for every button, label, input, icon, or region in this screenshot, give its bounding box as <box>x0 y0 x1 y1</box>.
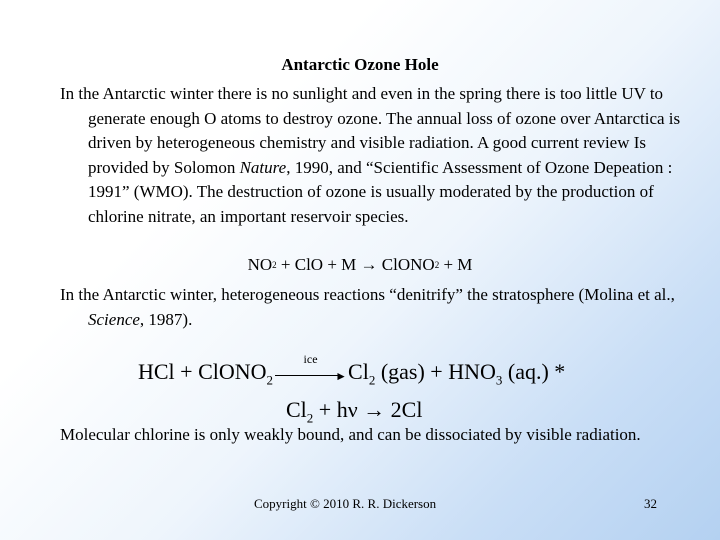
paragraph-ozone-loss <box>60 82 700 229</box>
journal-name: Nature <box>239 157 287 177</box>
equation-heterogeneous <box>138 351 566 388</box>
paragraph-denitrify <box>60 283 700 332</box>
eq-rhs: (gas) + HNO <box>375 359 496 384</box>
subscript: 2 <box>266 372 274 388</box>
subscript: 3 <box>495 372 503 388</box>
eq-rhs: Cl <box>348 359 369 384</box>
subscript: 2 <box>434 260 440 270</box>
paragraph-text: In the Antarctic winter, heterogeneous reactions “denitrify” the stratosphere (Molina et al., <box>60 285 675 304</box>
slide-title: Antarctic Ozone Hole <box>281 55 439 74</box>
subscript: 2 <box>272 260 277 270</box>
page-number: 32 <box>644 496 657 511</box>
reaction-chlorine-nitrate <box>0 255 720 275</box>
reactant: NO <box>247 255 273 274</box>
eq-lhs: HCl + ClONO <box>138 359 267 384</box>
reaction-end: + M <box>439 255 473 274</box>
reaction-arrow <box>273 351 348 385</box>
subscript: 2 <box>368 372 376 388</box>
eq-rest: + hν → 2Cl <box>313 397 423 422</box>
subscript: 2 <box>306 410 314 426</box>
eq-lhs: Cl <box>286 397 307 422</box>
arrow-label: ice <box>303 351 318 366</box>
paragraph-text: , 1990, and “Scientific Assessment of Ozone Depeation : 1991” (WMO). The destruction of ozone is usually moderated by the production of chlorine nitrate, an important reservoir species. <box>88 157 673 226</box>
journal-name: Science <box>88 309 140 329</box>
copyright-footer: Copyright © 2010 R. R. Dickerson <box>254 496 437 511</box>
paragraph-molecular-chlorine: Molecular chlorine is only weakly bound, and can be dissociated by visible radiation. <box>60 425 641 444</box>
paragraph-text: , 1987). <box>139 309 193 329</box>
arrow-head-icon: ► <box>335 368 348 383</box>
paragraph-text: In the Antarctic winter there is no sunlight and even in the spring there is too little UV to generate enough O atoms to destroy ozone. The annual loss of ozone over Antarctica is driven by heterogeneous chemistry and visible radiation. A good current review Is provided by Solomon <box>60 84 681 177</box>
equation-photolysis <box>286 397 422 426</box>
eq-rhs: (aq.) * <box>502 359 566 384</box>
reaction-middle: + ClO + M → ClONO <box>276 255 435 274</box>
